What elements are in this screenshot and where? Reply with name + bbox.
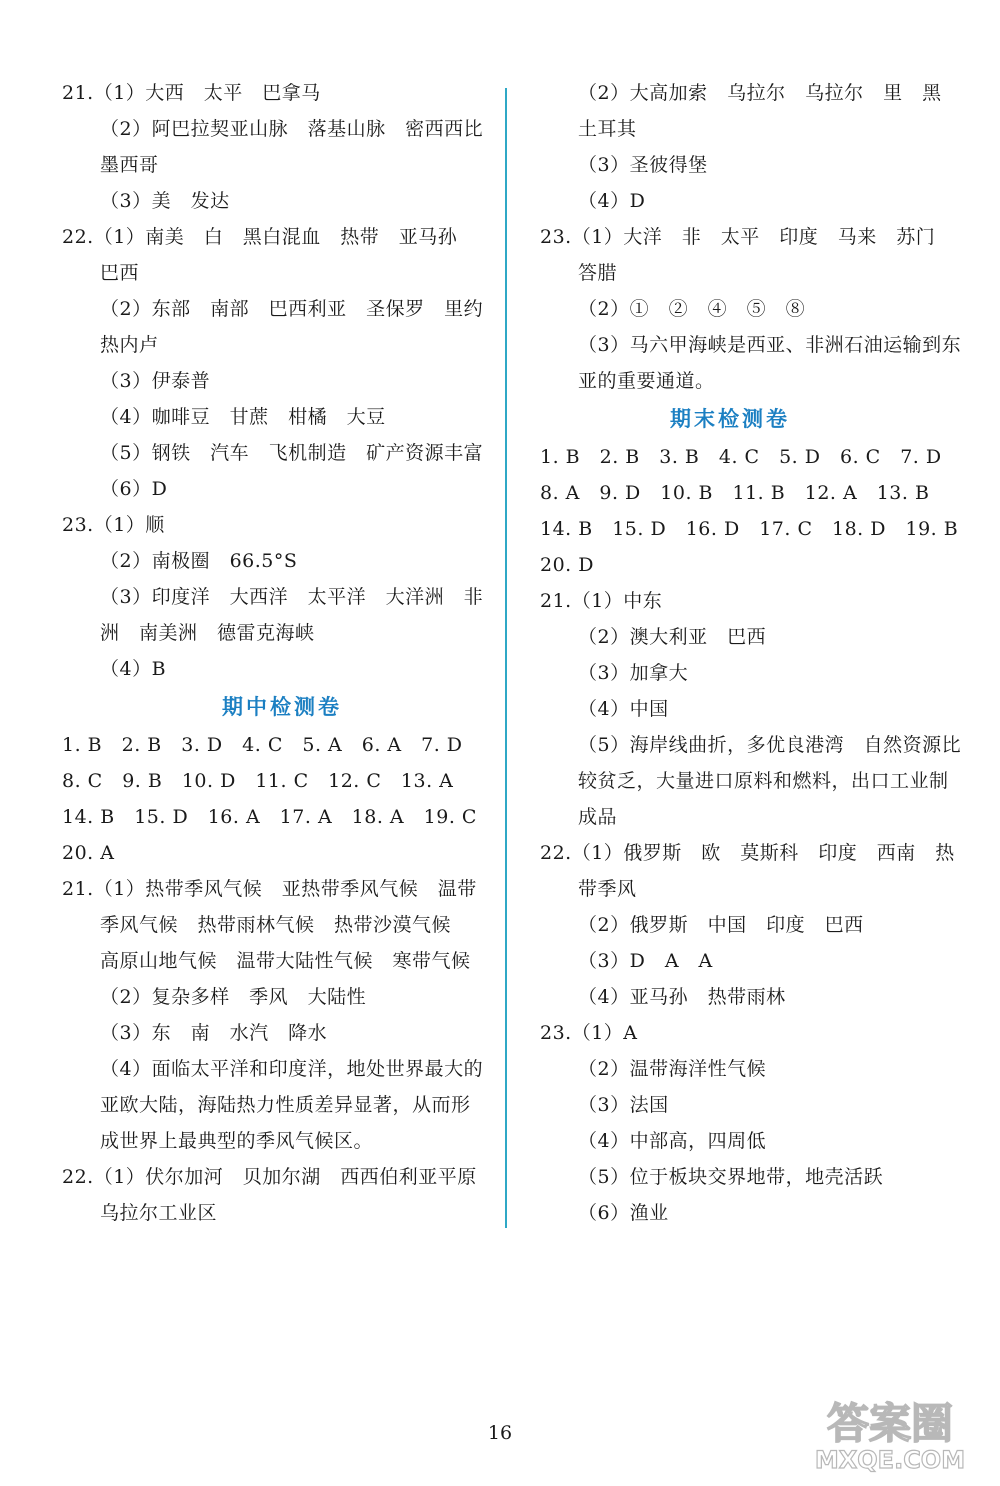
answer-line: 20. D [540,554,594,576]
answer-line: 21.（1）大西 太平 巴拿马 [62,82,321,104]
answer-line: （2）复杂多样 季风 大陆性 [100,986,367,1008]
final-test-heading: 期末检测卷 [670,406,790,431]
answer-line: （4）B [100,658,167,680]
answer-line: （5）位于板块交界地带，地壳活跃 [578,1166,884,1188]
answer-line: （5）海岸线曲折，多优良港湾 自然资源比 [578,734,962,756]
answer-line: 洲 南美洲 德雷克海峡 [100,622,315,644]
answer-line: （4）中部高，四周低 [578,1130,767,1152]
answer-line: （2）阿巴拉契亚山脉 落基山脉 密西西比 [100,118,484,140]
left-column [62,75,482,1231]
answer-line: 带季风 [578,878,637,900]
answer-line: 亚的重要通道。 [578,370,715,392]
answer-line: （2）大高加索 乌拉尔 乌拉尔 里 黑 [578,82,942,104]
answer-line: 季风气候 热带雨林气候 热带沙漠气候 [100,914,452,936]
answer-line: 土耳其 [578,118,637,140]
answer-line: （3）东 南 水汽 降水 [100,1022,328,1044]
answer-line: 14. B 15. D 16. D 17. C 18. D 19. B [540,518,959,540]
answer-line: （6）渔业 [578,1202,669,1224]
answer-line: 23.（1）顺 [62,514,165,536]
answer-line: （3）加拿大 [578,662,689,684]
answer-line: 较贫乏，大量进口原料和燃料，出口工业制 [578,770,949,792]
answer-line: （2）澳大利亚 巴西 [578,626,767,648]
answer-line: （3）法国 [578,1094,669,1116]
answer-line: （3）D A A [578,950,713,972]
answer-line: （5）钢铁 汽车 飞机制造 矿产资源丰富 [100,442,484,464]
answer-line: 14. B 15. D 16. A 17. A 18. A 19. C [62,806,477,828]
answer-line: 亚欧大陆，海陆热力性质差异显著，从而形 [100,1094,471,1116]
answer-line: 墨西哥 [100,154,159,176]
answer-line: 22.（1）南美 白 黑白混血 热带 亚马孙 [62,226,458,248]
answer-line: （4）D [578,190,646,212]
answer-line: 热内卢 [100,334,159,356]
answer-line: 23.（1）A [540,1022,638,1044]
right-column [540,75,960,1231]
answer-line: （2）东部 南部 巴西利亚 圣保罗 里约 [100,298,484,320]
midterm-test-heading: 期中检测卷 [222,694,342,719]
answer-line: （3）马六甲海峡是西亚、非洲石油运输到东 [578,334,962,356]
answer-line: 1. B 2. B 3. B 4. C 5. D 6. C 7. D [540,446,942,468]
answer-line: （4）咖啡豆 甘蔗 柑橘 大豆 [100,406,386,428]
answer-line: （3）圣彼得堡 [578,154,708,176]
answer-line: 成品 [578,806,618,828]
answer-line: 8. C 9. B 10. D 11. C 12. C 13. A [62,770,454,792]
watermark-title: 答案圈 [826,1399,954,1448]
answer-line: 成世界上最典型的季风气候区。 [100,1130,374,1152]
answer-line: 高原山地气候 温带大陆性气候 寒带气候 [100,950,471,972]
site-watermark-logo [800,1392,980,1474]
answer-line: （2）俄罗斯 中国 印度 巴西 [578,914,864,936]
answer-line: 乌拉尔工业区 [100,1202,218,1224]
answer-line: （4）中国 [578,698,669,720]
answer-line: 20. A [62,842,115,864]
answer-line: （2）南极圈 66.5°S [100,550,298,572]
page-number: 16 [487,1422,513,1444]
answer-line: （2）温带海洋性气候 [578,1058,767,1080]
answer-line: 23.（1）大洋 非 太平 印度 马来 苏门 [540,226,936,248]
answer-line: 21.（1）中东 [540,590,663,612]
answer-line: （2）① ② ④ ⑤ ⑧ [578,298,806,320]
answer-line: 答腊 [578,262,618,284]
answer-line: 22.（1）伏尔加河 贝加尔湖 西西伯利亚平原 [62,1166,477,1188]
answer-line: 1. B 2. B 3. D 4. C 5. A 6. A 7. D [62,734,463,756]
answer-line: （3）美 发达 [100,190,230,212]
answer-line: （4）面临太平洋和印度洋，地处世界最大的 [100,1058,484,1080]
column-divider [505,88,507,1228]
answer-line: 22.（1）俄罗斯 欧 莫斯科 印度 西南 热 [540,842,955,864]
answer-line: （3）伊泰普 [100,370,211,392]
answer-line: 巴西 [100,262,140,284]
answer-line: （6）D [100,478,168,500]
answer-line: 8. A 9. D 10. B 11. B 12. A 13. B [540,482,930,504]
watermark-url: MXQE.COM [814,1446,966,1474]
answer-line: （3）印度洋 大西洋 太平洋 大洋洲 非 [100,586,484,608]
answer-line: （4）亚马孙 热带雨林 [578,986,786,1008]
answer-line: 21.（1）热带季风气候 亚热带季风气候 温带 [62,878,477,900]
